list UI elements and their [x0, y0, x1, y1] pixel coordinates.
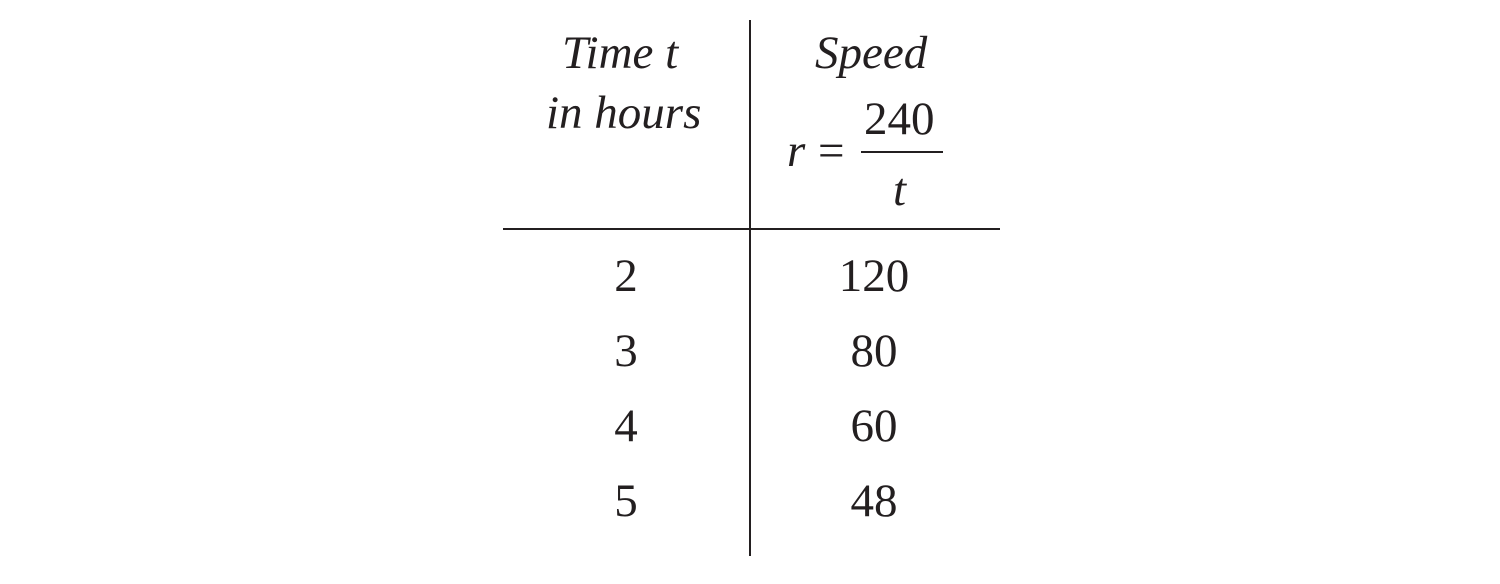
- formula-lhs: r: [787, 125, 806, 177]
- cell-speed: 80: [850, 325, 898, 377]
- header-divider: [503, 228, 1000, 230]
- column-divider: [749, 20, 751, 556]
- formula-equals: =: [818, 125, 845, 177]
- cell-time: 5: [614, 475, 638, 527]
- cell-time: 4: [614, 400, 638, 452]
- cell-speed: 120: [838, 250, 910, 302]
- header-time-line1: Time t: [562, 27, 679, 79]
- formula-denominator: t: [893, 164, 907, 216]
- formula-numerator: 240: [864, 93, 935, 145]
- cell-time: 3: [614, 325, 638, 377]
- fraction-bar: [861, 151, 943, 153]
- cell-time: 2: [614, 250, 638, 302]
- header-speed: Speed: [815, 27, 928, 79]
- cell-speed: 48: [850, 475, 898, 527]
- header-time-line2: in hours: [546, 87, 702, 139]
- cell-speed: 60: [850, 400, 898, 452]
